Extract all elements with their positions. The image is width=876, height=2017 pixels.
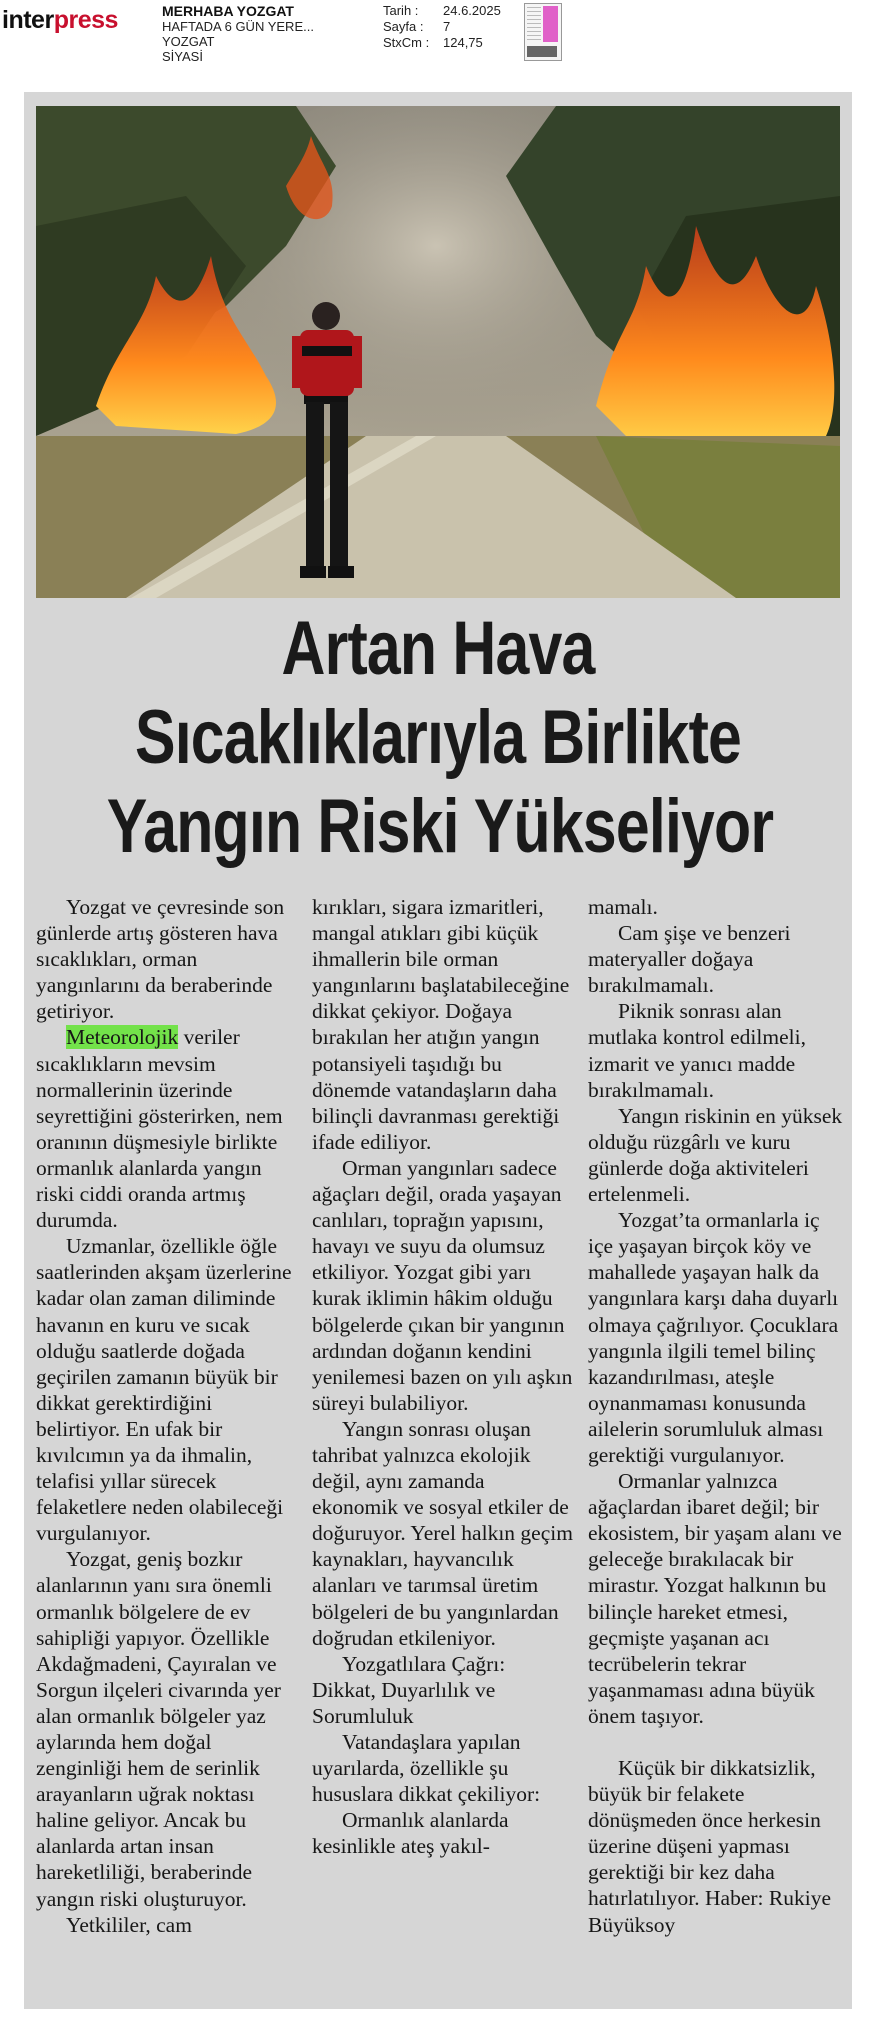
paragraph: Ormanlar yalnızca ağaçlardan ibaret değil; bir ekosistem, bir yaşam alanı ve geleceğe bırakılacak bir mirastır. Yozgat halkının bu bilinçle hareket etmesi, geçmişte yaşanan acı tecrübelerin tekrar yaşanmaması adına büyük önem taşıyor. (588, 1469, 842, 1728)
paragraph-meteorology: Meteorolojik veriler sıcaklıkların mevsim normallerinin üzerinde seyrettiğini gösterirken, nem oranının düşmesiyle birlikte ormanlık alanlarda yangın riski ciddi oranda artmış durumda. (36, 1025, 283, 1233)
publication-city: YOZGAT (162, 34, 215, 49)
publication-category: SİYASİ (162, 49, 203, 64)
publication-frequency: HAFTADA 6 GÜN YERE... (162, 19, 314, 34)
headline-line-1: Artan Hava (281, 606, 595, 691)
paragraph: Cam şişe ve benzeri materyaller doğaya bırakılmamalı. (588, 921, 791, 998)
forest-fire-illustration (36, 106, 840, 598)
meta-date: Tarih : 24.6.2025 (383, 3, 501, 18)
forest-fire-photo (36, 106, 840, 598)
paragraph: Yetkililer, cam (66, 1912, 192, 1937)
paragraph: Yangın sonrası oluşan tahribat yalnızca ekolojik değil, aynı zamanda ekonomik ve sosyal etkiler de doğuruyor. Yerel halkın geçim kaynakları, hayvancılık alanları ve tarımsal üretim bölgeleri de bu yangınlardan doğrudan etkileniyor. (312, 1416, 573, 1650)
page-thumbnail[interactable] (524, 3, 562, 61)
paragraph: Yozgat ve çevresinde son günlerde artış gösteren hava sıcaklıkları, orman yangınlarını da beraberinde getiriyor. (36, 895, 285, 1024)
interpress-logo (2, 6, 118, 35)
meta-stxcm: StxCm : 124,75 (383, 35, 483, 50)
headline-line-3: Yangın Riski Yükseliyor (106, 784, 774, 869)
paragraph: Ormanlık alanlarda kesinlikle ateş yakıl- (312, 1808, 509, 1859)
paragraph: Yozgat, geniş bozkır alanlarının yanı sıra önemli ormanlık bölgelere de ev sahipliği yapıyor. Özellikle Akdağmadeni, Çayıralan ve Sorgun ilçeleri civarında yer alan ormanlık bölgeler yaz aylarında hem doğal zenginliği hem de serinlik arayanların uğrak noktası haline geliyor. Ancak bu alanlarda artan insan hareketliliği, beraberinde yangın riski oluşturuyor. (36, 1547, 281, 1911)
paragraph: Uzmanlar, özellikle öğle saatlerinden akşam üzerlerine kadar olan zaman diliminde havanın en kuru ve sıcak olduğu saatlerde doğada geçirilen zamanın büyük bir dikkat gerektirdiğini belirtiyor. En ufak bir kıvılcımın ya da ihmalin, telafisi yıllar sürecek felaketlere neden olabileceği vurgulanıyor. (36, 1234, 292, 1546)
paragraph: Yozgat’ta ormanlarla iç içe yaşayan birçok köy ve mahallede yaşayan halk da yangınlara karşı daha duyarlı olmaya çağrılıyor. Çocuklara yangınla ilgili temel bilinç kazandırılması, ateşle oynanmaması konusunda ailelerin sorumluluk alması gerektiği vurgulanıyor. (588, 1208, 839, 1467)
thumbnail-text-lines (527, 7, 541, 41)
thumbnail-photo (527, 46, 557, 57)
paragraph: Yangın riskinin en yüksek olduğu rüzgârlı ve kuru günlerde doğa aktiviteleri ertelenmeli. (588, 1103, 843, 1207)
article-headline (106, 604, 774, 871)
headline-line-2: Sıcaklıklarıyla Birlikte (134, 695, 742, 780)
paragraph: mamalı. (588, 895, 658, 919)
thumbnail-clip-marker (543, 6, 558, 42)
article-column-3 (588, 894, 846, 1938)
publication-info (162, 4, 314, 64)
paragraph-closing: Küçük bir dikkatsizlik, büyük bir felakete dönüşmeden önce herkesin üzerine düşeni yapması gerektiği bir kez daha hatırlatılıyor. Haber: Rukiye Büyüksoy (588, 1756, 832, 1937)
highlighted-word: Meteorolojik (66, 1025, 179, 1050)
publication-name: MERHABA YOZGAT (162, 3, 294, 19)
paragraph: Vatandaşlara yapılan uyarılarda, özellikle şu hususlara dikkat çekiliyor: (312, 1730, 541, 1807)
clipping-panel (24, 92, 852, 2009)
subheading: Yozgatlılara Çağrı: Dikkat, Duyarlılık ve Sorumluluk (312, 1651, 506, 1728)
article-column-2 (312, 894, 574, 1859)
article-column-1 (36, 894, 298, 1938)
paragraph: Piknik sonrası alan mutlaka kontrol edilmeli, izmarit ve yanıcı madde bırakılmamalı. (588, 999, 806, 1102)
meta-page: Sayfa : 7 (383, 19, 451, 34)
clipping-meta (383, 3, 501, 51)
paragraph: Orman yangınları sadece ağaçları değil, orada yaşayan canlıları, toprağın yapısını, havayı ve suyu da olumsuz etkiliyor. Yozgat gibi yarı kurak iklimin hâkim olduğu bölgelerde çıkan bir yangının ardından doğanın kendini yenilemesi bazen on yılı aşkın süreyi bulabiliyor. (312, 1155, 573, 1415)
logo-text: interpress (2, 6, 118, 34)
paragraph: kırıkları, sigara izmaritleri, mangal atıkları gibi küçük ihmallerin bile orman yangınlarını başlatabileceğine dikkat çekiyor. Doğaya bırakılan her atığın yangın potansiyeli taşıdığı bu dönemde vatandaşların daha bilinçli davranması gerektiği ifade ediliyor. (312, 895, 570, 1154)
